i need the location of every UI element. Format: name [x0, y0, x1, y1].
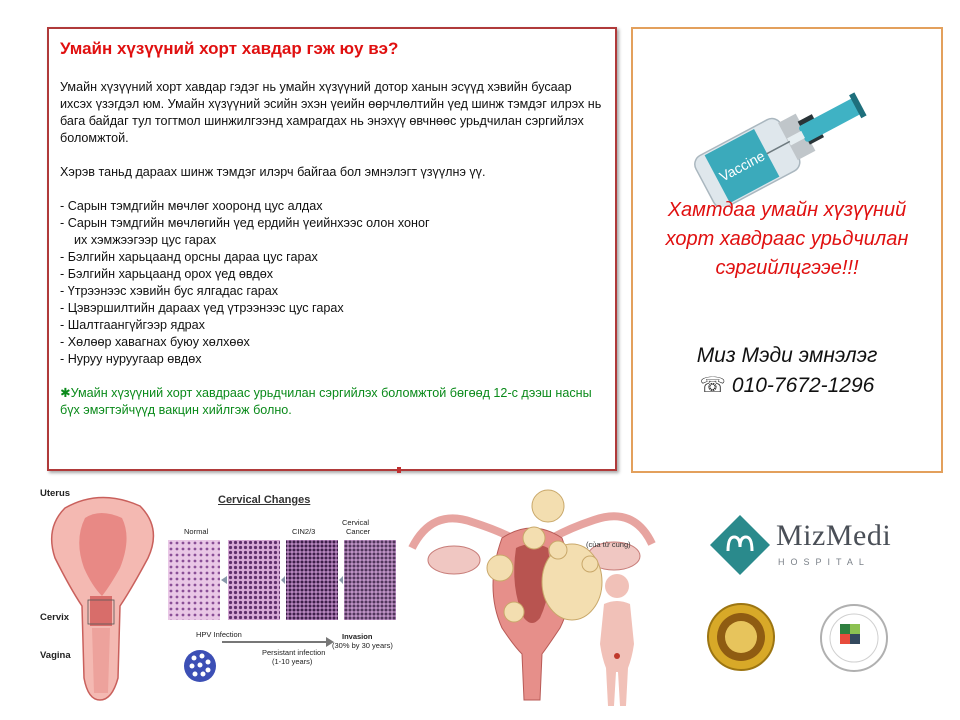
symptom-item: - Нуруу нуруугаар өвдөх: [60, 352, 202, 366]
specialty-hospital-badge: [818, 602, 890, 674]
symptom-item: их хэмжээгээр цус гарах: [74, 233, 217, 247]
promo-panel: [631, 27, 943, 473]
symptom-item: - Сарын тэмдгийн мөчлөгийн үед ердийн үеийнхээс олон хоног: [60, 216, 430, 230]
phone-number: 010-7672-1296: [731, 374, 875, 397]
persistent-infection-label: Persistant infection: [262, 648, 326, 657]
symptom-item: - Сарын тэмдгийн мөчлөг хооронд цус алдах: [60, 199, 323, 213]
persistent-infection-sub: (1-10 years): [272, 657, 313, 666]
clinic-contact: [633, 341, 941, 401]
cervical-changes-title: Cervical Changes: [218, 494, 311, 506]
stage-normal-label: Normal: [184, 527, 209, 536]
symptom-item: - Шалтгаангүйгээр ядрах: [60, 318, 205, 332]
symptom-item: - Хөлөөр хавагнах буюу хөлхөөх: [60, 335, 250, 349]
cervix-label: Cervix: [40, 612, 70, 623]
symptom-item: - Үтрээнээс хэвийн бус ялгадас гарах: [60, 284, 279, 298]
slogan-line: хорт хавдраас урьдчилан: [665, 228, 909, 250]
divider-mark: [397, 467, 401, 473]
vaccine-note-text: Умайн хүзүүний хорт хавдраас урьдчилан сэргийлэх боломжтой бөгөөд 12-с дээш насны бүх эмэгтэйчүүд вакцин хийлгэж болно.: [60, 386, 592, 417]
star-bullet-icon: ✱: [60, 386, 71, 400]
phone-row: [700, 371, 875, 401]
clinic-name: Миз Мэди эмнэлэг: [696, 344, 878, 367]
symptom-item: - Бэлгийн харьцаанд орох үед өвдөх: [60, 267, 274, 281]
invasion-sub: (30% by 30 years): [332, 641, 393, 650]
mizmedi-logo: [708, 513, 908, 577]
telephone-icon: ☏: [699, 374, 726, 397]
symptom-list: [60, 198, 605, 368]
slogan-line: Хамтдаа умайн хүзүүний: [667, 199, 907, 221]
symptom-item: - Цэвэршилтийн дараах үед үтрээнээс цус гарах: [60, 301, 344, 315]
info-title: Умайн хүзүүний хорт хавдар гэж юу вэ?: [60, 39, 399, 58]
vaccine-note: [60, 385, 605, 419]
stage-cancer-label: Cervical: [342, 518, 370, 527]
uterus-label: Uterus: [40, 488, 71, 499]
female-figure-illustration: [592, 568, 642, 708]
logo-brand: MizMedi: [776, 519, 892, 552]
stage-cin-label: CIN2/3: [292, 527, 316, 536]
vaccine-vial-label: Vaccine: [716, 147, 768, 185]
vaccine-syringe-icon: [688, 67, 898, 207]
mizmedi-logo-icon: [708, 513, 772, 577]
slogan-line: сэргийлцгээе!!!: [715, 257, 859, 279]
tumor-label: (của tử cung): [586, 540, 631, 549]
hpv-infection-label: HPV Infection: [196, 630, 242, 639]
info-panel: [47, 27, 617, 471]
invasion-label: Invasion: [342, 632, 373, 641]
cervical-tissue-stages: [168, 540, 396, 622]
gold-certification-badge: [706, 602, 776, 672]
info-prompt: Хэрэв таньд дараах шинж тэмдэг илэрч байгаа бол эмнэлэгт үзүүлнэ үү.: [60, 165, 486, 179]
symptom-item: - Бэлгийн харьцаанд орсны дараа цус гарах: [60, 250, 318, 264]
hpv-virus-icon: [180, 646, 220, 686]
uterus-anatomy-illustration: [40, 488, 170, 708]
info-intro: Умайн хүзүүний хорт хавдар гэдэг нь умайн хүзүүний дотор ханын эсүүд хэвийн бусаар ихсэх үзэгдэл юм. Умайн хүзүүний эсийн эхэн үеийн өөрчлөлтийн үед шинж тэмдэг илрэх нь бага байдаг тул тогтмол шинжилгээнд хамрагдах нь энэхүү өвчнөөс урьдчилан сэргийлэх боломжтой.: [60, 80, 602, 145]
slogan: [633, 196, 941, 283]
logo-sub: HOSPITAL: [778, 557, 870, 567]
stage-cancer-label-2: Cancer: [346, 527, 371, 536]
vagina-label: Vagina: [40, 650, 71, 661]
infection-timeline-arrow: [222, 636, 334, 648]
